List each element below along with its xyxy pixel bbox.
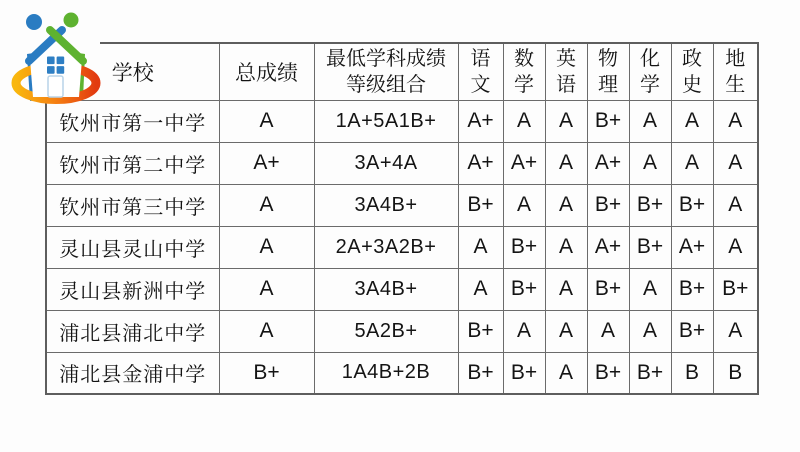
table-header: [46, 43, 758, 100]
cell-total-score: A: [219, 226, 314, 268]
cell-school: 灵山县新洲中学: [46, 268, 219, 310]
cell-chinese: B+: [458, 352, 503, 394]
header-row: [46, 43, 758, 100]
cell-politics-history: B+: [671, 310, 713, 352]
cell-politics-history: B+: [671, 268, 713, 310]
cell-chemistry: A: [629, 310, 671, 352]
cell-english: A: [545, 226, 587, 268]
cell-chemistry: A: [629, 100, 671, 142]
table-row: [46, 100, 758, 142]
cell-chemistry: B+: [629, 184, 671, 226]
cell-math: B+: [503, 226, 545, 268]
cell-geography-biology: B+: [713, 268, 758, 310]
cell-physics: B+: [587, 268, 629, 310]
table-body: [46, 100, 758, 394]
cell-chemistry: A: [629, 142, 671, 184]
cell-school: 浦北县金浦中学: [46, 352, 219, 394]
cell-geography-biology: A: [713, 310, 758, 352]
cell-school: 钦州市第二中学: [46, 142, 219, 184]
cell-school: 灵山县灵山中学: [46, 226, 219, 268]
col-header-line: 文: [470, 73, 491, 96]
cell-physics: A: [587, 310, 629, 352]
cell-geography-biology: A: [713, 100, 758, 142]
col-header-physics: [587, 43, 629, 100]
table-row: [46, 142, 758, 184]
cell-politics-history: B: [671, 352, 713, 394]
cell-school: 钦州市第一中学: [46, 100, 219, 142]
cell-math: A: [503, 184, 545, 226]
cell-english: A: [545, 352, 587, 394]
col-header-chinese: [458, 43, 503, 100]
table-row: [46, 184, 758, 226]
cell-physics: B+: [587, 100, 629, 142]
col-header-line: 理: [598, 73, 618, 96]
col-header-politics-history: [671, 43, 713, 100]
admission-grades-table: [45, 42, 759, 395]
cell-school: 钦州市第三中学: [46, 184, 219, 226]
col-header-line: 数: [514, 47, 534, 70]
cell-min-subject-combo: 3A4B+: [314, 268, 458, 310]
table-row: [46, 352, 758, 394]
cell-geography-biology: A: [713, 226, 758, 268]
cell-politics-history: A: [671, 100, 713, 142]
green-figure-head: [64, 13, 79, 28]
house-door: [48, 76, 63, 97]
cell-math: B+: [503, 352, 545, 394]
col-header-line: 学: [640, 73, 660, 96]
cell-math: A: [503, 310, 545, 352]
cell-politics-history: A+: [671, 226, 713, 268]
family-house-logo-graphic: [6, 8, 106, 108]
col-header-geography-biology: [713, 43, 758, 100]
cell-min-subject-combo: 3A4B+: [314, 184, 458, 226]
cell-english: A: [545, 268, 587, 310]
col-header-line: 政: [682, 47, 702, 70]
col-header-line: 史: [682, 73, 702, 96]
cell-min-subject-combo: 3A+4A: [314, 142, 458, 184]
cell-chinese: B+: [458, 184, 503, 226]
table-row: [46, 310, 758, 352]
cell-english: A: [545, 142, 587, 184]
cell-math: A: [503, 100, 545, 142]
cell-english: A: [545, 184, 587, 226]
cell-chinese: B+: [458, 310, 503, 352]
cell-english: A: [545, 310, 587, 352]
cell-school: 浦北县浦北中学: [46, 310, 219, 352]
cell-total-score: B+: [219, 352, 314, 394]
cell-total-score: A: [219, 268, 314, 310]
col-header-line: 英: [556, 47, 576, 70]
cell-physics: A+: [587, 142, 629, 184]
cell-chemistry: B+: [629, 226, 671, 268]
cell-min-subject-combo: 2A+3A2B+: [314, 226, 458, 268]
blue-figure-head: [26, 14, 42, 30]
cell-chemistry: A: [629, 268, 671, 310]
cell-total-score: A+: [219, 142, 314, 184]
cell-chinese: A: [458, 226, 503, 268]
cell-chinese: A+: [458, 142, 503, 184]
table-row: [46, 268, 758, 310]
family-house-logo: [6, 8, 106, 108]
cell-min-subject-combo: 5A2B+: [314, 310, 458, 352]
col-header-english: [545, 43, 587, 100]
cell-min-subject-combo: 1A4B+2B: [314, 352, 458, 394]
col-header-min-subject-combo: [314, 43, 458, 100]
cell-geography-biology: A: [713, 142, 758, 184]
cell-physics: B+: [587, 352, 629, 394]
col-header-line: 等级组合: [346, 73, 426, 96]
col-header-line: 语: [556, 73, 576, 96]
col-header-chemistry: [629, 43, 671, 100]
col-header-line: 语: [470, 47, 491, 70]
cell-math: A+: [503, 142, 545, 184]
col-header-line: 生: [725, 73, 746, 96]
col-header-line: 学: [514, 73, 534, 96]
table-row: [46, 226, 758, 268]
cell-geography-biology: B: [713, 352, 758, 394]
cell-math: B+: [503, 268, 545, 310]
cell-total-score: A: [219, 184, 314, 226]
cell-politics-history: A: [671, 142, 713, 184]
cell-chinese: A+: [458, 100, 503, 142]
col-header-school: 学校: [46, 43, 219, 100]
cell-total-score: A: [219, 310, 314, 352]
cell-english: A: [545, 100, 587, 142]
col-header-line: 物: [598, 47, 618, 70]
cell-physics: B+: [587, 184, 629, 226]
col-header-total-score: 总成绩: [219, 43, 314, 100]
cell-geography-biology: A: [713, 184, 758, 226]
col-header-line: 最低学科成绩: [326, 47, 446, 70]
cell-physics: A+: [587, 226, 629, 268]
col-header-line: 化: [640, 47, 660, 70]
cell-total-score: A: [219, 100, 314, 142]
col-header-math: [503, 43, 545, 100]
cell-chinese: A: [458, 268, 503, 310]
cell-chemistry: B+: [629, 352, 671, 394]
cell-politics-history: B+: [671, 184, 713, 226]
cell-min-subject-combo: 1A+5A1B+: [314, 100, 458, 142]
col-header-line: 地: [725, 47, 746, 70]
